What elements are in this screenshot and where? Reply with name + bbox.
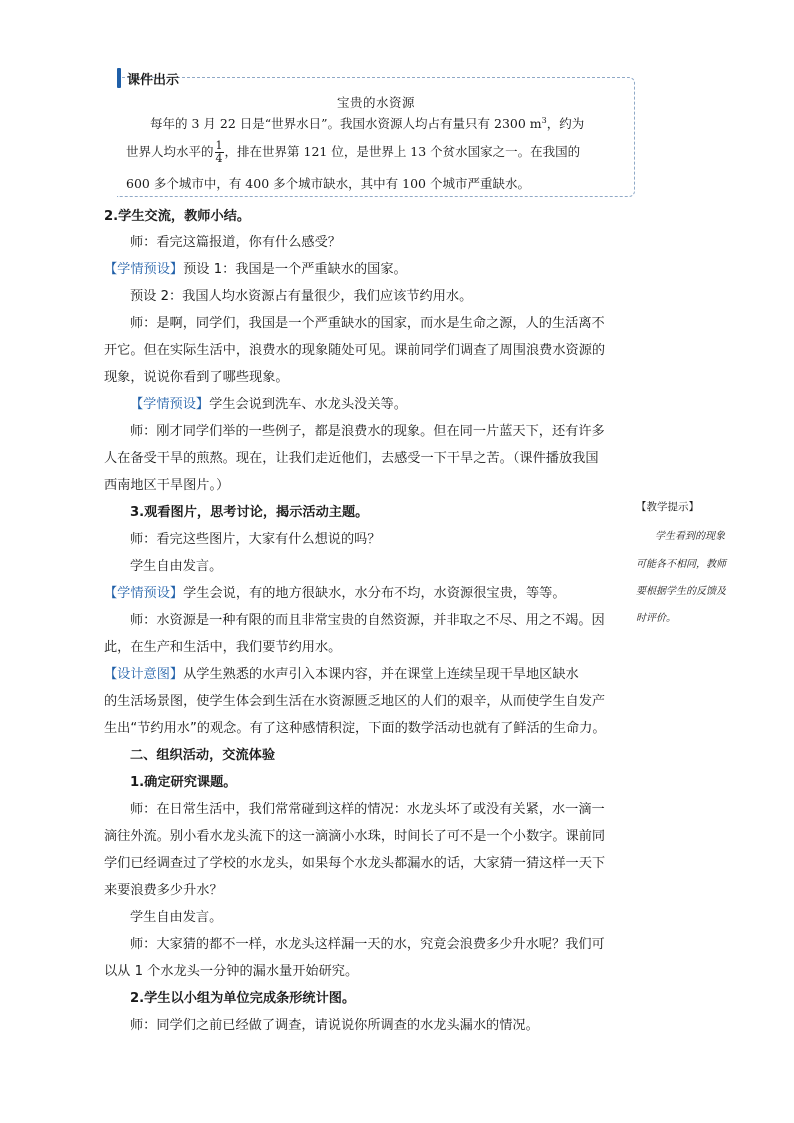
paragraph: 【设计意图】从学生熟悉的水声引入本课内容，并在课堂上连续呈现干旱地区缺水	[104, 667, 579, 682]
paragraph: 学们已经调查过了学校的水龙头，如果每个水龙头都漏水的话，大家猜一猜这样一天下	[104, 856, 606, 871]
paragraph: 师：刚才同学们举的一些例子，都是浪费水的现象。但在同一片蓝天下，还有许多	[130, 424, 605, 439]
paragraph: 滴往外流。别小看水龙头流下的这一滴滴小水珠，时间长了可不是一个小数字。课前同	[104, 829, 606, 844]
paragraph: 现象，说说你看到了哪些现象。	[104, 370, 289, 385]
paragraph: 的生活场景图，使学生体会到生活在水资源匮乏地区的人们的艰辛，从而使学生自发产	[104, 694, 606, 709]
paragraph: 师：在日常生活中，我们常常碰到这样的情况：水龙头坏了或没有关紧，水一滴一	[130, 802, 605, 817]
heading-5: 2.学生以小组为单位完成条形统计图。	[130, 991, 356, 1006]
paragraph: 【学情预设】预设 1：我国是一个严重缺水的国家。	[104, 262, 407, 277]
paragraph: 西南地区干旱图片。）	[104, 478, 230, 493]
paragraph: 预设 2：我国人均水资源占有量很少，我们应该节约用水。	[130, 289, 473, 304]
paragraph: 师：看完这篇报道，你有什么感受？	[130, 235, 341, 250]
courseware-line-3: 600 多个城市中，有 400 多个城市缺水，其中有 100 个城市严重缺水。	[126, 176, 530, 191]
courseware-line-2: 世界人均水平的 $\frac{1}{4}$ ，排在世界第 121 位，是世界上 13 个贫水国家之一。在我国的	[126, 139, 581, 165]
courseware-tab-label: 课件出示	[127, 72, 180, 88]
side-note-line: 学生看到的现象	[655, 531, 725, 542]
paragraph: 此，在生产和生活中，我们要节约用水。	[104, 640, 342, 655]
heading-2: 2.学生交流，教师小结。	[104, 209, 251, 224]
paragraph: 人在备受干旱的煎熬。现在，让我们走近他们，去感受一下干旱之苦。（课件播放我国	[104, 451, 599, 466]
paragraph: 【学情预设】学生会说，有的地方很缺水，水分布不均，水资源很宝贵，等等。	[104, 586, 566, 601]
paragraph: 学生自由发言。	[130, 910, 223, 925]
fraction: $\frac{1}{4}$	[215, 139, 223, 165]
side-note-line: 要根据学生的反馈及	[636, 586, 726, 597]
tag-label: 【学情预设】	[104, 262, 184, 277]
tag-label: 【学情预设】	[130, 397, 210, 412]
tag-label: 【学情预设】	[104, 586, 184, 601]
paragraph: 师：同学们之前已经做了调查，请说说你所调查的水龙头漏水的情况。	[130, 1018, 539, 1033]
paragraph: 师：是啊，同学们，我国是一个严重缺水的国家，而水是生命之源，人的生活离不	[130, 316, 605, 331]
heading-3: 3.观看图片，思考讨论，揭示活动主题。	[130, 505, 369, 520]
heading-4: 1.确定研究课题。	[130, 775, 237, 790]
side-note-line: 时评价。	[636, 613, 676, 624]
tag-label: 【设计意图】	[104, 667, 184, 682]
side-note-line: 可能各不相同，教师	[636, 559, 726, 570]
side-note-title: 【教学提示】	[636, 501, 699, 513]
paragraph: 开它。但在实际生活中，浪费水的现象随处可见。课前同学们调查了周围浪费水资源的	[104, 343, 606, 358]
paragraph: 生出“节约用水”的观念。有了这种感情积淀，下面的数学活动也就有了鲜活的生命力。	[104, 721, 606, 736]
paragraph: 来要浪费多少升水？	[104, 883, 223, 898]
paragraph: 师：大家猜的都不一样，水龙头这样漏一天的水，究竟会浪费多少升水呢？我们可	[130, 937, 605, 952]
courseware-title: 宝贵的水资源	[336, 95, 415, 110]
paragraph: 师：水资源是一种有限的而且非常宝贵的自然资源，并非取之不尽、用之不竭。因	[130, 613, 605, 628]
section-heading: 二、组织活动，交流体验	[130, 748, 276, 763]
tab-marker-icon	[117, 68, 121, 88]
paragraph: 学生自由发言。	[130, 559, 223, 574]
paragraph: 师：看完这些图片，大家有什么想说的吗？	[130, 532, 381, 547]
paragraph: 以从 1 个水龙头一分钟的漏水量开始研究。	[104, 964, 359, 979]
courseware-tab	[117, 67, 179, 89]
paragraph: 【学情预设】学生会说到洗车、水龙头没关等。	[130, 397, 407, 412]
courseware-line-1: 每年的 3 月 22 日是“世界水日”。我国水资源人均占有量只有 2300 $m^3$，约为	[150, 115, 585, 131]
